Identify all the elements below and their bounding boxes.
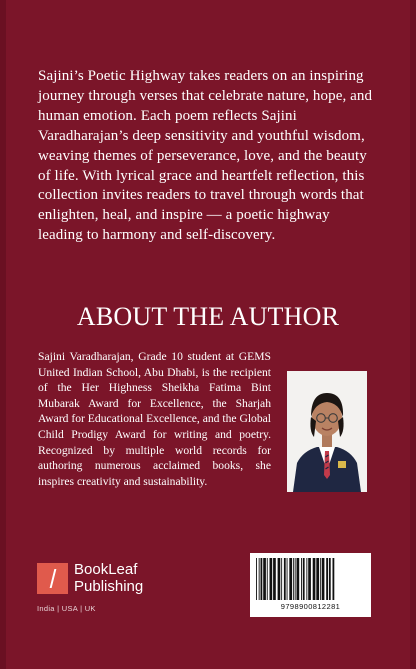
author-photo <box>287 371 367 492</box>
cover-edge-left <box>0 0 6 669</box>
author-portrait-icon <box>287 371 367 492</box>
barcode-bar <box>289 558 292 600</box>
barcode-bar <box>256 558 257 600</box>
cover-edge-right <box>410 0 416 669</box>
barcode-bar <box>297 558 300 600</box>
barcode-bar <box>267 558 268 600</box>
barcode-bar <box>322 558 325 600</box>
barcode-bar <box>281 558 282 600</box>
barcode-bar <box>329 558 331 600</box>
barcode-bar <box>295 558 296 600</box>
book-blurb: Sajini’s Poetic Highway takes readers on an inspiring journey through verses that celebrate nature, hope, and human emotion. Each poem reflects Sajini Varadharajan’s deep sensitivity and youthful wisdom, weaving themes of perseverance, love, and the beauty of life. With lyrical grace and heartfelt reflection, this collection invites readers to travel through words that enlighten, heal, and inspire — a poetic highway leading to harmony and self-discovery. <box>38 68 373 244</box>
barcode-bar <box>333 558 335 600</box>
barcode-bar <box>293 558 294 600</box>
barcode-bar <box>261 558 263 600</box>
barcode-bars <box>255 558 366 600</box>
barcode-bar <box>263 558 266 600</box>
about-author-heading: ABOUT THE AUTHOR <box>76 302 340 331</box>
barcode-bar <box>303 558 305 600</box>
barcode-bar <box>306 558 307 600</box>
bookleaf-logo-icon <box>37 563 68 594</box>
barcode-bar <box>287 558 288 600</box>
barcode-bar <box>308 558 311 600</box>
barcode-bar <box>313 558 316 600</box>
barcode-bar <box>320 558 321 600</box>
publisher-logo <box>37 563 197 615</box>
author-bio: Sajini Varadharajan, Grade 10 student at GEMS United Indian School, Abu Dhabi, is the recipient of the Her Highness Sheikha Fatima Bint Mubarak Award for Excellence, the Sharjah Award for Educational Excellence, and the Global Child Prodigy Award for writing and poetry. Recognized by multiple world records for authoring numerous acclaimed books, she inspires creativity and sustainability. <box>38 350 271 488</box>
barcode-bar <box>326 558 328 600</box>
barcode-bar <box>270 558 273 600</box>
isbn-number: 9798900812281 <box>280 602 341 611</box>
barcode-bar <box>284 558 286 600</box>
barcode-bar <box>273 558 276 600</box>
barcode-bar <box>301 558 302 600</box>
publisher-tagline: India | USA | UK <box>37 604 96 613</box>
barcode-bar <box>259 558 260 600</box>
isbn-barcode <box>250 553 371 617</box>
barcode-bar <box>278 558 281 600</box>
publisher-name: BookLeaf Publishing <box>74 561 144 595</box>
barcode-bar <box>316 558 319 600</box>
